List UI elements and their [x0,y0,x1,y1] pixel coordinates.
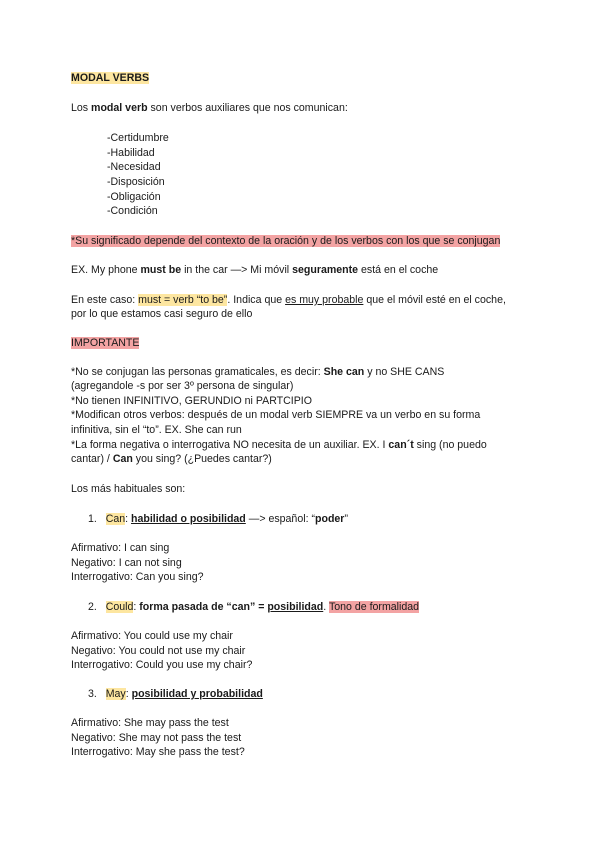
list-item: -Certidumbre [107,132,169,144]
importante-line: infinitiva, sin el “to”. EX. She can run [71,424,242,436]
example-negative: Negativo: She may not pass the test [71,732,242,744]
caso-line-1: En este caso: must = verb “to be”. Indica que es muy probable que el móvil esté en el coche, [71,294,506,306]
habituales-line: Los más habituales son: [71,483,186,495]
importante-line: (agregandole -s por ser 3º persona de singular) [71,380,294,392]
list-item: -Habilidad [107,147,155,159]
list-item: -Obligación [107,191,161,203]
intro-line: Los modal verb son verbos auxiliares que nos comunican: [71,102,348,114]
page-title: MODAL VERBS [71,72,150,84]
example-negative: Negativo: I can not sing [71,557,182,569]
list-item: -Condición [107,205,158,217]
importante-line: *No se conjugan las personas gramaticales, es decir: She can y no SHE CANS [71,366,445,378]
importante-line: *Modifican otros verbos: después de un modal verb SIEMPRE va un verbo en su forma [71,409,481,421]
example-interrogative: Interrogativo: Can you sing? [71,571,204,583]
importante-heading: IMPORTANTE [71,337,140,349]
example-affirmative: Afirmativo: She may pass the test [71,717,229,729]
example-interrogative: Interrogativo: Could you use my chair? [71,659,253,671]
list-item: -Disposición [107,176,165,188]
example-affirmative: Afirmativo: You could use my chair [71,630,233,642]
importante-line: *La forma negativa o interrogativa NO necesita de un auxiliar. EX. I can´t sing (no puedo [71,439,487,451]
example-affirmative: Afirmativo: I can sing [71,542,170,554]
list-item: -Necesidad [107,161,161,173]
example-interrogative: Interrogativo: May she pass the test? [71,746,245,758]
caso-line-2: por lo que estamos casi seguro de ello [71,308,253,320]
section-heading-can: 1. Can: habilidad o posibilidad —> español: “poder” [88,513,348,525]
section-heading-could: 2. Could: forma pasada de “can” = posibilidad. Tono de formalidad [88,601,420,613]
example-line: EX. My phone must be in the car —> Mi móvil seguramente está en el coche [71,264,439,276]
importante-line: *No tienen INFINITIVO, GERUNDIO ni PARTCIPIO [71,395,312,407]
context-note: *Su significado depende del contexto de la oración y de los verbos con los que se conjugan [71,235,501,247]
example-negative: Negativo: You could not use my chair [71,645,246,657]
importante-line: cantar) / Can you sing? (¿Puedes cantar?) [71,453,272,465]
section-heading-may: 3. May: posibilidad y probabilidad [88,688,263,700]
